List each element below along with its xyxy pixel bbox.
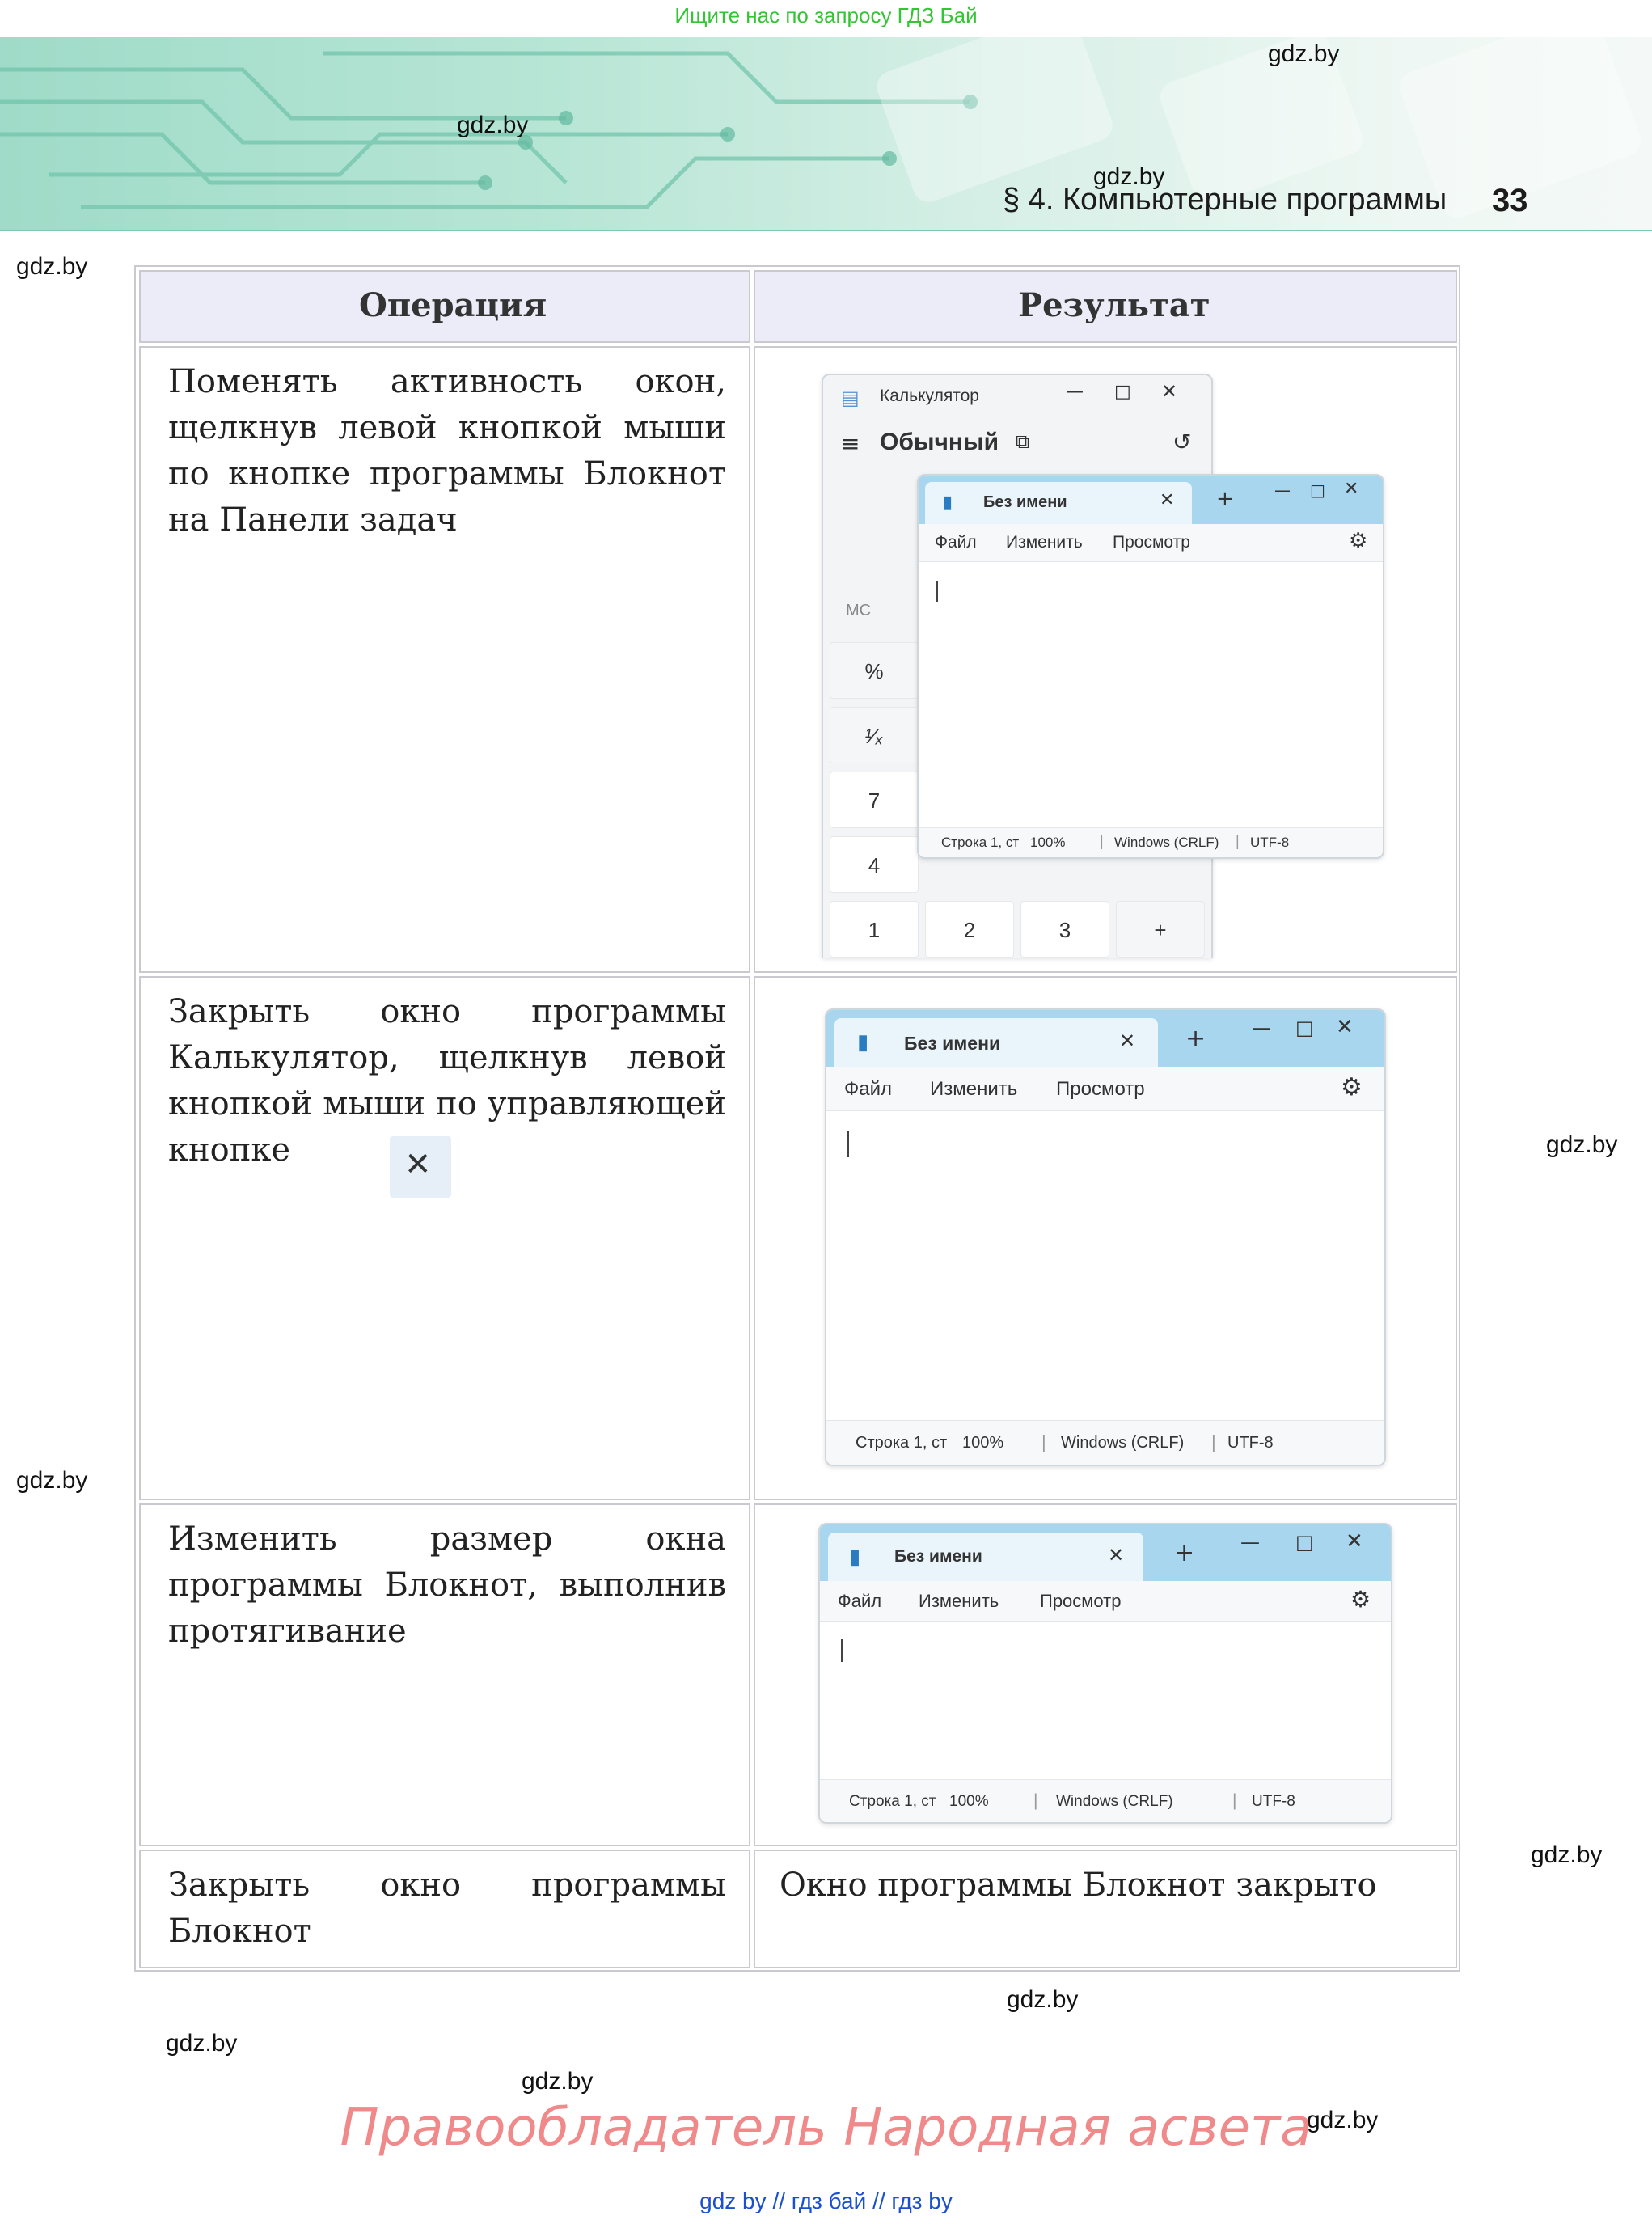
- minimize-icon[interactable]: —: [1274, 480, 1291, 500]
- close-icon[interactable]: ✕: [1161, 380, 1178, 403]
- close-icon[interactable]: ✕: [1346, 1529, 1363, 1554]
- watermark: gdz.by: [166, 2030, 238, 2057]
- status-divider: |: [1100, 833, 1104, 849]
- status-divider: |: [1041, 1432, 1046, 1452]
- notepad-menu-bar: [919, 524, 1383, 562]
- notepad-status-bar: [919, 827, 1383, 857]
- operations-table: [134, 265, 1460, 1972]
- calculator-mode: Обычный: [880, 429, 999, 455]
- calculator-title: Калькулятор: [880, 387, 979, 405]
- plus-icon[interactable]: +: [1174, 1539, 1195, 1567]
- text-caret: [847, 1131, 849, 1157]
- notepad-tab-title: Без имени: [983, 493, 1067, 511]
- notepad-tab-title: Без имени: [904, 1033, 1001, 1054]
- column-header-operation: Операция: [359, 286, 547, 324]
- memory-clear-button[interactable]: MC: [846, 602, 872, 619]
- maximize-icon[interactable]: □: [1114, 382, 1131, 402]
- header-cell-operation: [139, 270, 750, 343]
- maximize-icon[interactable]: □: [1295, 1531, 1314, 1554]
- table-row-1-result: [754, 346, 1457, 973]
- table-row-3-result: [754, 1503, 1457, 1846]
- notepad-window-resized[interactable]: [818, 1523, 1392, 1824]
- watermark: gdz.by: [1007, 1986, 1079, 2013]
- table-row-4-operation: [139, 1850, 750, 1968]
- calc-key-1[interactable]: 1: [830, 901, 919, 958]
- calc-key-7[interactable]: 7: [830, 772, 919, 828]
- plus-icon[interactable]: +: [1185, 1025, 1206, 1053]
- watermark: gdz.by: [457, 112, 529, 138]
- status-position: Строка 1, ст: [856, 1434, 948, 1452]
- status-line-endings: Windows (CRLF): [1056, 1793, 1173, 1810]
- notepad-tab-title: Без имени: [894, 1547, 982, 1566]
- close-icon[interactable]: ✕: [1344, 479, 1359, 499]
- header-cell-result: [754, 270, 1457, 343]
- menu-file[interactable]: Файл: [844, 1078, 893, 1100]
- plus-icon[interactable]: +: [1216, 487, 1234, 511]
- notepad-window[interactable]: [825, 1008, 1386, 1466]
- footer-links[interactable]: gdz by // гдз бай // гдз by: [699, 2188, 953, 2213]
- notepad-status-bar: [826, 1420, 1384, 1465]
- notepad-app-icon: ▮: [857, 1030, 869, 1054]
- table-row-3-operation: [139, 1503, 750, 1846]
- table-row-2-operation: [139, 976, 750, 1500]
- close-icon[interactable]: ✕: [1119, 1030, 1136, 1052]
- watermark: gdz.by: [1268, 40, 1340, 67]
- search-hint[interactable]: Ищите нас по запросу ГДЗ Бай: [674, 3, 978, 27]
- calc-key-plus[interactable]: +: [1116, 901, 1205, 958]
- close-button-sample: [390, 1136, 451, 1198]
- notepad-app-icon: ▮: [849, 1544, 861, 1568]
- watermark: gdz.by: [16, 1467, 88, 1494]
- operation-text: Закрыть окно программы Блокнот: [168, 1867, 726, 1950]
- watermark: gdz.by: [16, 253, 88, 280]
- menu-view[interactable]: Просмотр: [1113, 533, 1190, 552]
- history-icon[interactable]: ↺: [1172, 429, 1192, 455]
- notepad-status-bar: [820, 1779, 1391, 1822]
- maximize-icon[interactable]: □: [1295, 1017, 1314, 1039]
- status-zoom: 100%: [1030, 835, 1066, 850]
- table-row-4-result: [754, 1850, 1457, 1968]
- notepad-menu-bar: [826, 1067, 1384, 1111]
- status-line-endings: Windows (CRLF): [1061, 1434, 1185, 1452]
- menu-file[interactable]: Файл: [838, 1591, 882, 1611]
- menu-edit[interactable]: Изменить: [930, 1078, 1018, 1100]
- watermark: gdz.by: [1546, 1131, 1618, 1158]
- calc-key-4[interactable]: 4: [830, 836, 919, 893]
- menu-view[interactable]: Просмотр: [1056, 1078, 1145, 1100]
- menu-view[interactable]: Просмотр: [1040, 1591, 1122, 1611]
- status-line-endings: Windows (CRLF): [1114, 835, 1219, 850]
- status-divider: |: [1033, 1791, 1038, 1810]
- operation-text: Закрыть окно программы Калькулятор, щелкнув левой кнопкой мыши по управляющей кнопке: [168, 993, 726, 1169]
- menu-edit[interactable]: Изменить: [1006, 533, 1083, 552]
- status-encoding: UTF-8: [1227, 1434, 1274, 1452]
- hamburger-icon[interactable]: ≡: [841, 430, 860, 457]
- notepad-tab[interactable]: [834, 1018, 1158, 1067]
- maximize-icon[interactable]: □: [1310, 480, 1325, 500]
- section-title: § 4. Компьютерные программы: [1003, 183, 1447, 217]
- status-divider: |: [1236, 833, 1240, 849]
- gear-icon[interactable]: ⚙: [1350, 1586, 1371, 1613]
- calc-key-3[interactable]: 3: [1020, 901, 1109, 958]
- notepad-window[interactable]: [917, 474, 1384, 859]
- close-icon[interactable]: ✕: [1160, 490, 1175, 510]
- text-caret: [936, 581, 938, 602]
- calc-key-percent[interactable]: %: [830, 642, 919, 699]
- table-row-2-result: [754, 976, 1457, 1500]
- watermark: gdz.by: [1531, 1841, 1603, 1868]
- gear-icon[interactable]: ⚙: [1341, 1073, 1363, 1101]
- gear-icon[interactable]: ⚙: [1349, 529, 1368, 553]
- notepad-tab[interactable]: [925, 482, 1192, 524]
- notepad-menu-bar: [820, 1581, 1391, 1622]
- operation-text: Поменять активность окон, щелкнув левой кнопкой мыши по кнопке программы Блокнот на Панели задач: [168, 363, 726, 539]
- calc-key-reciprocal[interactable]: ¹⁄ₓ: [830, 707, 919, 763]
- status-zoom: 100%: [949, 1793, 989, 1810]
- minimize-icon[interactable]: —: [1240, 1531, 1260, 1554]
- menu-file[interactable]: Файл: [935, 533, 977, 552]
- notepad-app-icon: ▮: [943, 492, 953, 512]
- close-icon: ✕: [404, 1146, 432, 1183]
- close-icon[interactable]: ✕: [1108, 1544, 1125, 1567]
- status-zoom: 100%: [962, 1434, 1004, 1452]
- operation-text: Изменить размер окна программы Блокнот, выполнив протягивание: [168, 1520, 726, 1650]
- status-divider: |: [1211, 1432, 1216, 1452]
- text-caret: [841, 1639, 843, 1662]
- menu-edit[interactable]: Изменить: [919, 1591, 999, 1611]
- calculator-app-icon: ▤: [841, 387, 860, 409]
- minimize-icon[interactable]: —: [1252, 1017, 1271, 1039]
- status-position: Строка 1, ст: [941, 835, 1020, 850]
- watermark: gdz.by: [522, 2068, 594, 2095]
- status-encoding: UTF-8: [1250, 835, 1290, 850]
- calc-key-2[interactable]: 2: [925, 901, 1014, 958]
- status-encoding: UTF-8: [1252, 1793, 1295, 1810]
- keep-on-top-icon[interactable]: ⧉: [1016, 430, 1030, 453]
- watermark: gdz.by: [1307, 2107, 1379, 2133]
- page-number: 33: [1492, 183, 1528, 218]
- column-header-result: Результат: [1018, 286, 1210, 324]
- watermark: gdz.by: [1093, 163, 1165, 190]
- minimize-icon[interactable]: —: [1066, 382, 1084, 402]
- close-icon[interactable]: ✕: [1336, 1015, 1354, 1039]
- status-divider: |: [1232, 1791, 1237, 1810]
- notepad-tab[interactable]: [828, 1533, 1143, 1581]
- result-text: Окно программы Блокнот закрыто: [780, 1867, 1377, 1904]
- copyright-notice: Правообладатель Народная асвета: [340, 2098, 1312, 2158]
- table-row-1-operation: [139, 346, 750, 973]
- status-position: Строка 1, ст: [849, 1793, 936, 1810]
